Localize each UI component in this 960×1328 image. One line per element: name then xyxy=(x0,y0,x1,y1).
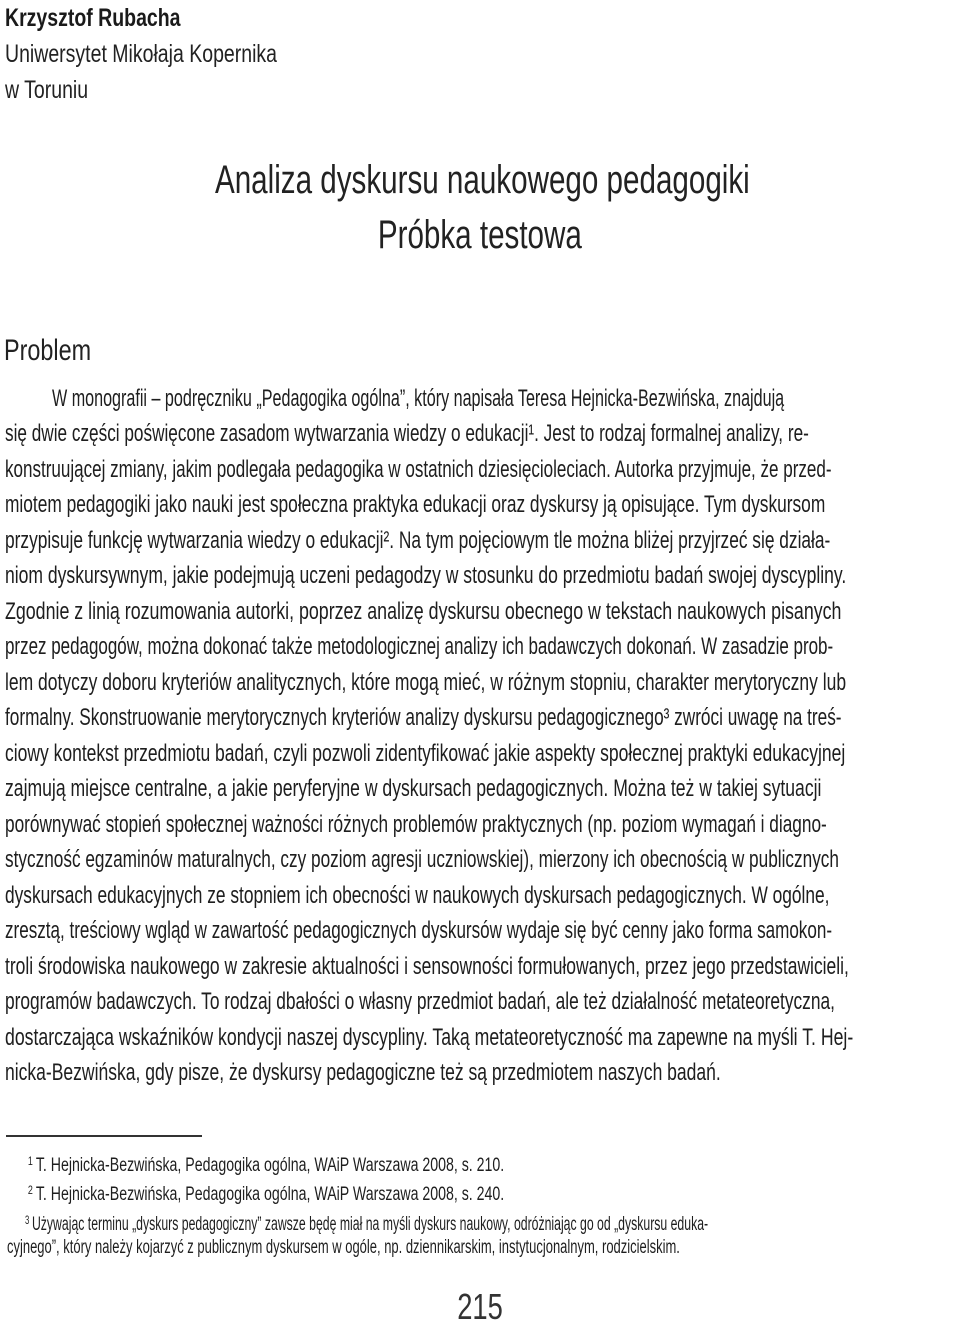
body-line: się dwie części poświęcone zasadom wytwarzania wiedzy o edukacji¹. Jest to rodzaj formalnej analizy, re- xyxy=(5,420,809,447)
body-line: ciowy kontekst przedmiotu badań, czyli pozwoli zidentyfikować jakie aspekty społecznej praktyki edukacyjnej xyxy=(5,740,846,767)
body-line: niom dyskursywnym, jakie podejmują uczeni pedagodzy w stosunku do przedmiotu badań swojej dyscypliny. xyxy=(5,562,847,589)
body-line: dostarczająca wskaźników kondycji naszej dyscypliny. Taką metateoretyczność ma zapewne na myśli T. Hej- xyxy=(5,1024,854,1051)
body-line: formalny. Skonstruowanie merytorycznych kryteriów analizy dyskursu pedagogicznego³ zwróci uwagę na treś- xyxy=(5,704,842,731)
footnote-2 xyxy=(7,1178,504,1207)
title-line-2: Próbka testowa xyxy=(377,213,583,257)
article-subtitle xyxy=(0,213,960,258)
body-line: styczność egzaminów maturalnych, czy poziom agresji uczniowskiej), mierzony ich obecnością w publicznych xyxy=(5,846,839,873)
footnote-separator xyxy=(6,1135,202,1137)
footnote-1 xyxy=(7,1149,504,1178)
body-line: troli środowiska naukowego w zakresie aktualności i sensowności formułowanych, przez jego przedstawicieli, xyxy=(5,953,849,980)
body-line: konstruującej zmiany, jakim podlegała pedagogika w ostatnich dziesięcioleciach. Autorka przyjmuje, że przed- xyxy=(5,456,832,483)
affiliation-line-2: w Toruniu xyxy=(5,76,89,104)
body-line: porównywać stopień społecznej ważności różnych problemów praktycznych (np. poziom wymagań i diagno- xyxy=(5,811,827,838)
body-line: W monografii – podręczniku „Pedagogika ogólna”, który napisała Teresa Hejnicka-Bezwińska, znajdują xyxy=(52,385,785,412)
body-line: miotem pedagogiki jako nauki jest społeczna praktyka edukacji oraz dyskursy ją opisujące. Tym dyskursom xyxy=(5,491,826,518)
footnote-mark: 3 xyxy=(25,1213,30,1227)
body-line: przypisuje funkcję wytwarzania wiedzy o edukacji². Na tym pojęciowym tle można bliżej przyjrzeć się działa- xyxy=(5,527,831,554)
title-line-1: Analiza dyskursu naukowego pedagogiki xyxy=(214,158,750,202)
footnote-text: T. Hejnicka-Bezwińska, Pedagogika ogólna, WAiP Warszawa 2008, s. 240. xyxy=(35,1184,505,1205)
page-number: 215 xyxy=(457,1286,503,1327)
footnote-text: Używając terminu „dyskurs pedagogiczny” zawsze będę miał na myśli dyskurs naukowy, odróżniając go od „dyskursu eduka- xyxy=(31,1214,709,1235)
body-line: dyskursach edukacyjnych ze stopniem ich obecności w naukowych dyskursach pedagogicznych. W ogólne, xyxy=(5,882,830,909)
footnote-3 xyxy=(7,1208,708,1237)
body-line: przez pedagogów, można dokonać także metodologicznej analizy ich badawczych dokonań. W zasadzie prob- xyxy=(5,633,834,660)
body-line: lem dotyczy doboru kryteriów analitycznych, które mogą mieć, w różnym stopniu, charakter merytoryczny lub xyxy=(5,669,847,696)
body-line: nicka-Bezwińska, gdy pisze, że dyskursy pedagogiczne też są przedmiotem naszych badań. xyxy=(5,1059,721,1086)
page-number-container xyxy=(0,1286,960,1328)
author-name: Krzysztof Rubacha xyxy=(5,4,181,32)
body-line: zajmują miejsce centralne, a jakie peryferyjne w dyskursach pedagogicznych. Można też w takiej sytuacji xyxy=(5,775,822,802)
footnote-text: T. Hejnicka-Bezwińska, Pedagogika ogólna, WAiP Warszawa 2008, s. 210. xyxy=(35,1155,505,1176)
footnote-mark: 1 xyxy=(27,1154,33,1168)
body-line: programów badawczych. To rodzaj dbałości o własny przedmiot badań, ale też działalność metateoretyczna, xyxy=(5,988,835,1015)
article-title xyxy=(2,158,960,203)
section-heading: Problem xyxy=(4,334,92,367)
footnote-mark: 2 xyxy=(27,1183,33,1197)
body-line: Zgodnie z linią rozumowania autorki, poprzez analizę dyskursu obecnego w tekstach naukowych pisanych xyxy=(5,598,842,625)
affiliation-line-1: Uniwersytet Mikołaja Kopernika xyxy=(5,40,278,68)
body-line: zresztą, treściowy wgląd w zawartość pedagogicznych dyskursów wydaje się być cenny jako forma samokon- xyxy=(5,917,833,944)
footnote-3-continued: cyjnego”, który należy kojarzyć z publicznym dyskursem w ogóle, np. dziennikarskim, instytucjonalnym, rodzicielskim. xyxy=(7,1237,680,1258)
